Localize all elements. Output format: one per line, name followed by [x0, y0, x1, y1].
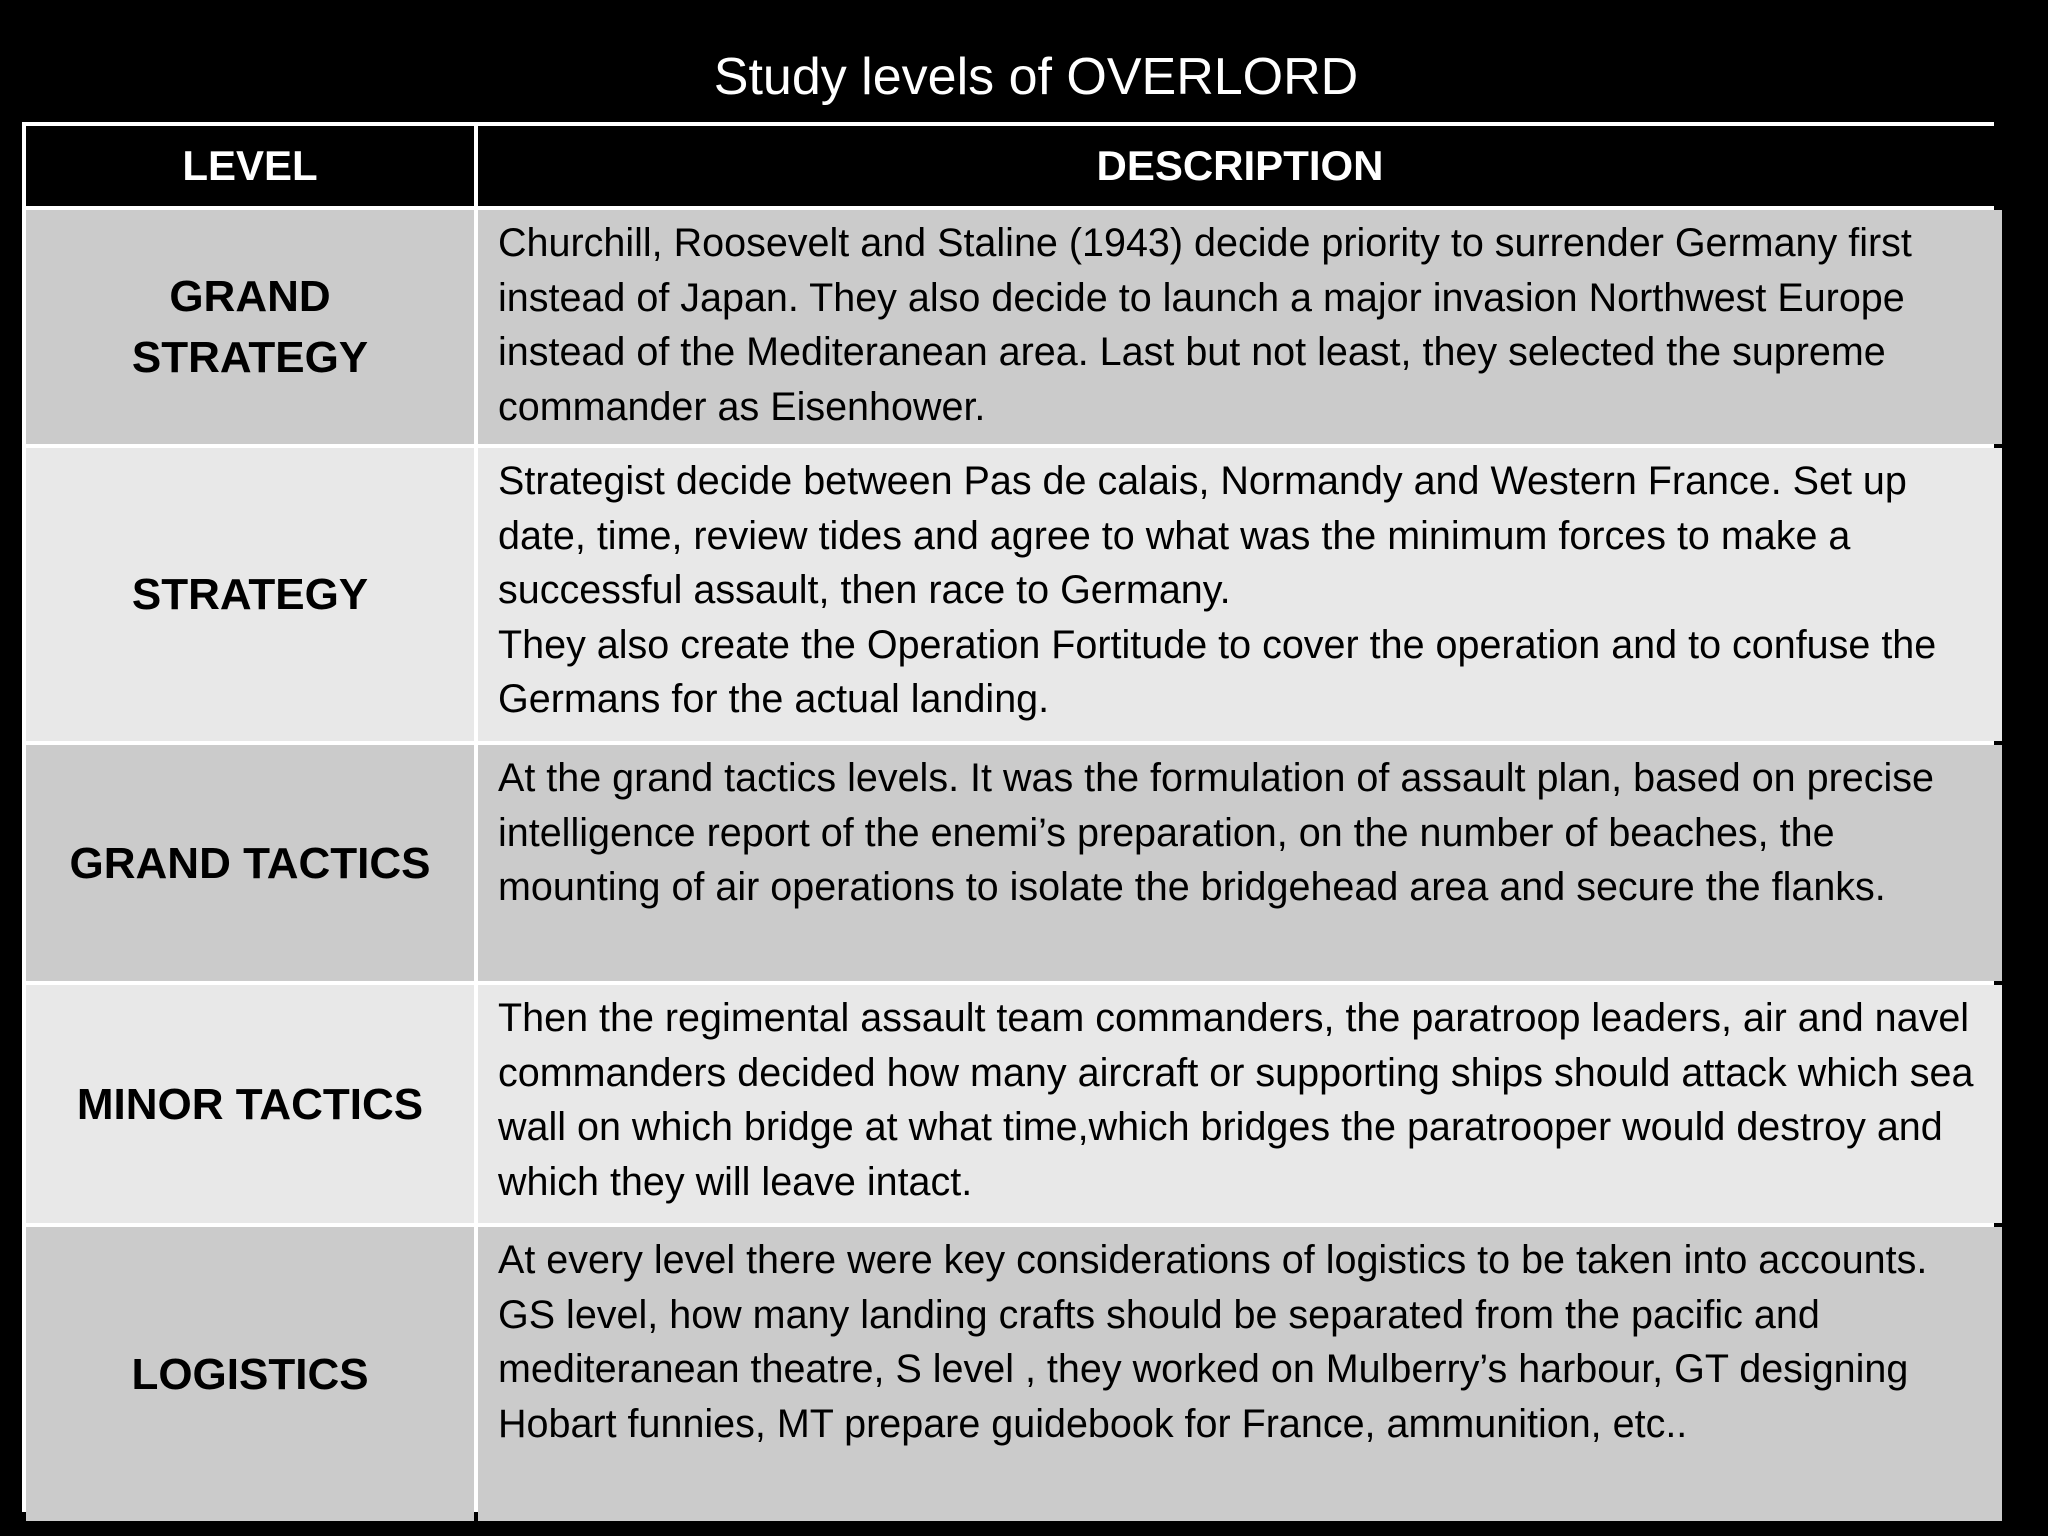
header-level: LEVEL	[26, 126, 474, 206]
level-grand-tactics: GRAND TACTICS	[26, 745, 474, 981]
level-minor-tactics: MINOR TACTICS	[26, 985, 474, 1223]
description-strategy: Strategist decide between Pas de calais, Normandy and Western France. Set up date, time, review tides and agree to what was the minimum forces to make a successful assault, then race to Germany. They also create the Operation Fortitude to cover the operation and to confuse the Germans for the actual landing.	[478, 448, 2002, 741]
level-strategy: STRATEGY	[26, 448, 474, 741]
levels-table	[22, 122, 1994, 1512]
description-grand-strategy: Churchill, Roosevelt and Staline (1943) decide priority to surrender Germany first instead of Japan. They also decide to launch a major invasion Northwest Europe instead of the Mediteranean area. Last but not least, they selected the supreme commander as Eisenhower.	[478, 210, 2002, 444]
level-grand-strategy: GRAND STRATEGY	[26, 210, 474, 444]
description-logistics: At every level there were key considerations of logistics to be taken into accounts. GS level, how many landing crafts should be separated from the pacific and mediteranean theatre, S level , they worked on Mulberry’s harbour, GT designing Hobart funnies, MT prepare guidebook for France, ammunition, etc..	[478, 1227, 2002, 1521]
header-description: DESCRIPTION	[478, 126, 2002, 206]
description-grand-tactics: At the grand tactics levels. It was the formulation of assault plan, based on precise intelligence report of the enemi’s preparation, on the number of beaches, the mounting of air operations to isolate the bridgehead area and secure the flanks.	[478, 745, 2002, 981]
slide-title: Study levels of OVERLORD	[713, 48, 1359, 106]
level-logistics: LOGISTICS	[26, 1227, 474, 1521]
description-minor-tactics: Then the regimental assault team commanders, the paratroop leaders, air and navel commanders decided how many aircraft or supporting ships should attack which sea wall on which bridge at what time,which bridges the paratrooper would destroy and which they will leave intact.	[478, 985, 2002, 1223]
